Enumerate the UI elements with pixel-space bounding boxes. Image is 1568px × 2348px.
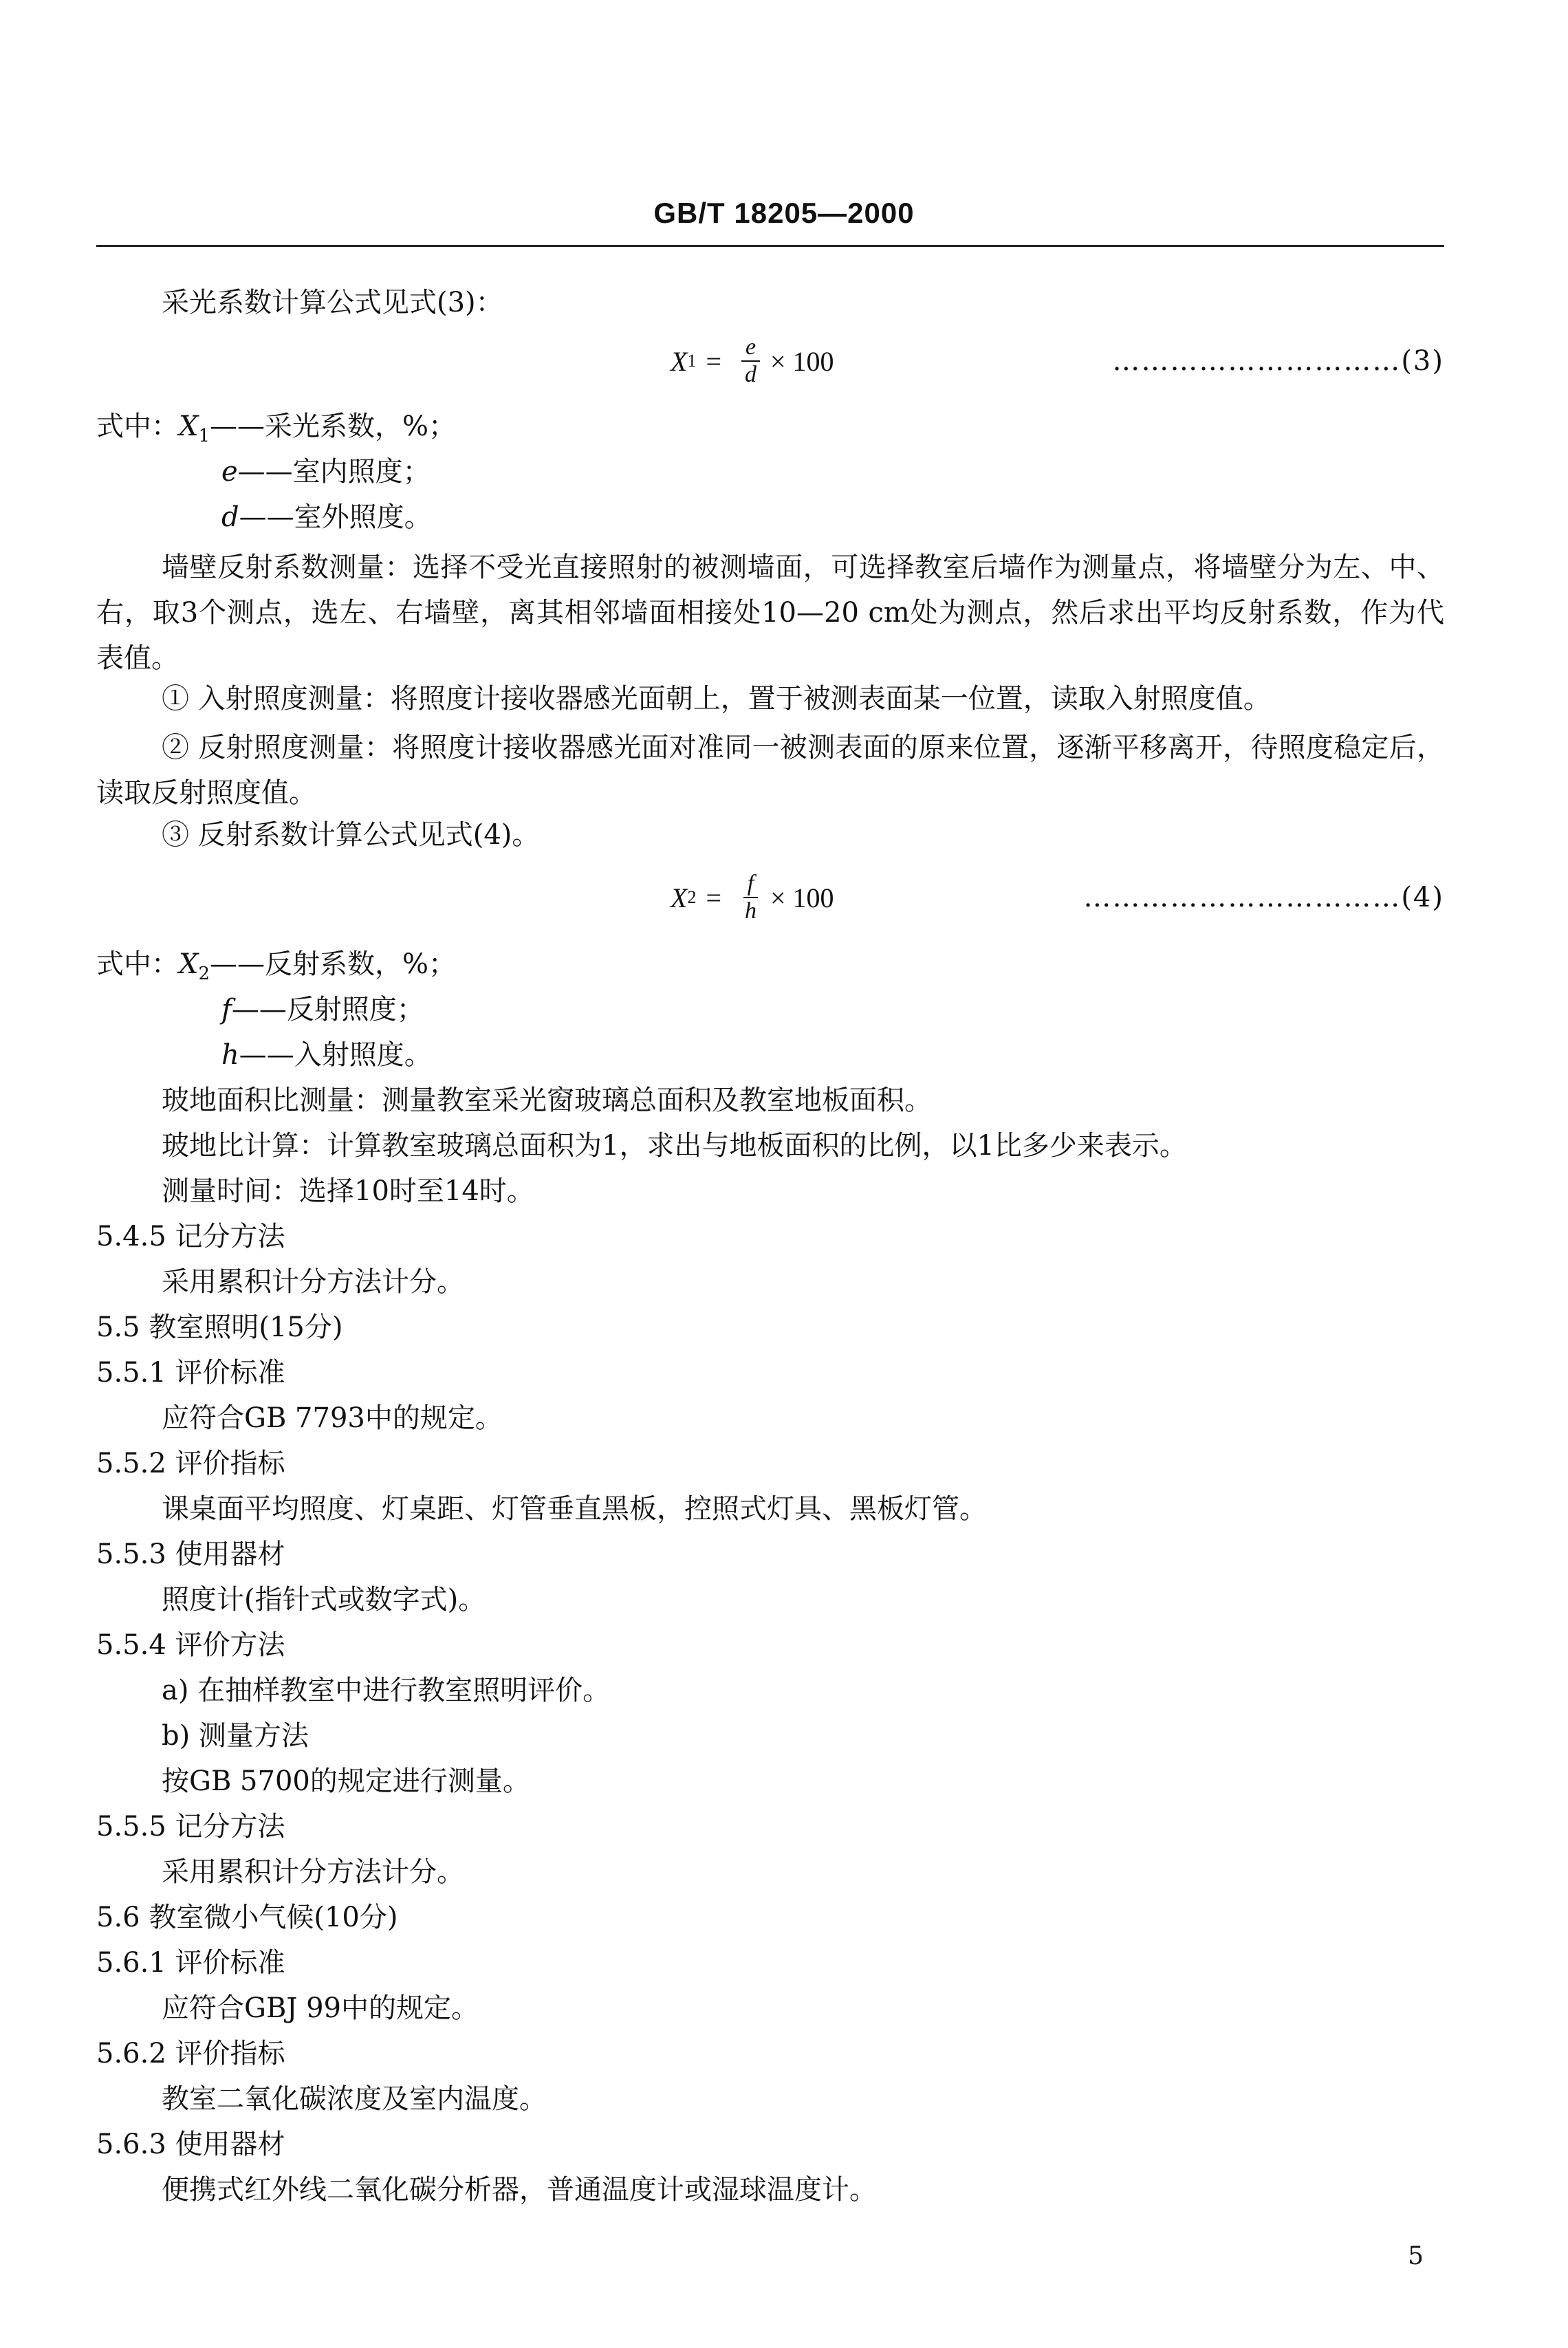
formula3-def3 — [221, 498, 1568, 536]
def-var: f — [221, 994, 232, 1025]
list-item: a) 在抽样教室中进行教室照明评价。 — [162, 1675, 611, 1706]
glass-floor-calc: 玻地比计算：计算教室玻璃总面积为1，求出与地板面积的比例，以1比多少来表示。 — [162, 1130, 1187, 1162]
body-line: 教室二氧化碳浓度及室内温度。 — [162, 2083, 547, 2115]
body-line: 应符合GBJ 99中的规定。 — [162, 1992, 479, 2024]
formula4-numerator: f — [743, 871, 758, 898]
header-rule — [96, 245, 1444, 247]
glass-floor-measure: 玻地面积比测量：测量教室采光窗玻璃总面积及教室地板面积。 — [162, 1085, 932, 1116]
formula4-fraction — [741, 871, 761, 924]
formula4-eq: = — [706, 882, 721, 913]
formula3-denominator: d — [745, 362, 756, 387]
body-line: 便携式红外线二氧化碳分析器，普通温度计或湿球温度计。 — [162, 2174, 877, 2206]
where-label: 式中： — [96, 411, 179, 442]
def-var: X — [179, 948, 199, 980]
wall-item-1: ① 入射照度测量：将照度计接收器感光面朝上，置于被测表面某一位置，读取入射照度值。 — [162, 683, 1271, 715]
section-heading: 5.5.2 评价指标 — [96, 1448, 285, 1479]
formula3-fraction — [741, 334, 761, 388]
section-heading: 5.4.5 记分方法 — [96, 1221, 285, 1252]
def-text: ——反射系数，%； — [210, 948, 457, 980]
body-line: 采用累积计分方法计分。 — [162, 1856, 464, 1888]
formula3-lhs: X — [671, 345, 688, 377]
wall-item-3: ③ 反射系数计算公式见式(4)。 — [162, 819, 540, 851]
section-heading: 5.6.3 使用器材 — [96, 2129, 285, 2160]
def-sub: 1 — [198, 426, 210, 446]
def-text: ——反射照度； — [231, 994, 424, 1025]
def-text: ——室内照度； — [237, 456, 431, 488]
def-var: e — [221, 456, 238, 488]
def-var: h — [221, 1039, 239, 1071]
list-item: b) 测量方法 — [162, 1720, 309, 1752]
formula4-denominator: h — [745, 898, 756, 924]
formula3-numerator: e — [741, 334, 760, 362]
section-heading: 5.6.2 评价指标 — [96, 2038, 285, 2069]
def-text: ——入射照度。 — [239, 1039, 432, 1071]
formula-4 — [671, 863, 834, 932]
section-heading: 5.6 教室微小气候(10分) — [96, 1902, 398, 1933]
section-heading: 5.5.4 评价方法 — [96, 1629, 285, 1661]
body-line: 照度计(指针式或数字式)。 — [162, 1584, 486, 1616]
formula4-lhs: X — [671, 882, 688, 913]
page-number: 5 — [1408, 2242, 1424, 2270]
body-line: 采用累积计分方法计分。 — [162, 1266, 464, 1298]
section-heading: 5.6.1 评价标准 — [96, 1947, 285, 1979]
formula4-rhs: × 100 — [770, 882, 834, 913]
formula3-number: …………………………(3) — [1112, 345, 1444, 377]
formula3-def1 — [96, 407, 1444, 455]
body-line: 按GB 5700的规定进行测量。 — [162, 1765, 530, 1797]
formula3-eq: = — [706, 345, 721, 377]
def-var: d — [221, 501, 239, 533]
formula3-def2 — [221, 453, 1568, 491]
body-line: 课桌面平均照度、灯桌距、灯管垂直黑板，控照式灯具、黑板灯管。 — [162, 1493, 987, 1525]
def-text: ——采光系数，%； — [210, 411, 457, 442]
section-heading: 5.5 教室照明(15分) — [96, 1312, 343, 1343]
formula3-intro: 采光系数计算公式见式(3)： — [162, 287, 503, 318]
section-heading: 5.5.5 记分方法 — [96, 1811, 285, 1842]
def-text: ——室外照度。 — [239, 501, 432, 533]
def-var: X — [179, 411, 199, 442]
formula4-number: ……………………………(4) — [1083, 882, 1444, 913]
formula4-def1 — [96, 945, 1444, 993]
formula3-sub: 1 — [687, 351, 697, 371]
where-label: 式中： — [96, 948, 179, 980]
def-sub: 2 — [198, 964, 210, 984]
formula3-rhs: × 100 — [770, 345, 834, 377]
formula4-def2 — [221, 990, 1568, 1029]
section-heading: 5.5.1 评价标准 — [96, 1357, 285, 1389]
formula4-def3 — [221, 1036, 1568, 1074]
standard-code-header: GB/T 18205—2000 — [653, 197, 915, 229]
formula4-sub: 2 — [687, 887, 697, 907]
wall-item-2: ② 反射照度测量：将照度计接收器感光面对准同一被测表面的原来位置，逐渐平移离开，待照度稳定后，读取反射照度值。 — [96, 732, 1444, 809]
body-line: 应符合GB 7793中的规定。 — [162, 1402, 503, 1434]
formula-3 — [671, 327, 834, 395]
wall-reflection-paragraph: 墙壁反射系数测量：选择不受光直接照射的被测墙面，可选择教室后墙作为测量点，将墙壁分为左、中、右，取3个测点，选左、右墙壁，离其相邻墙面相接处10—20 cm处为测点，然后求出平均反射系数，作为代表值。 — [96, 552, 1444, 674]
section-heading: 5.5.3 使用器材 — [96, 1539, 285, 1570]
measure-time: 测量时间：选择10时至14时。 — [162, 1175, 534, 1207]
